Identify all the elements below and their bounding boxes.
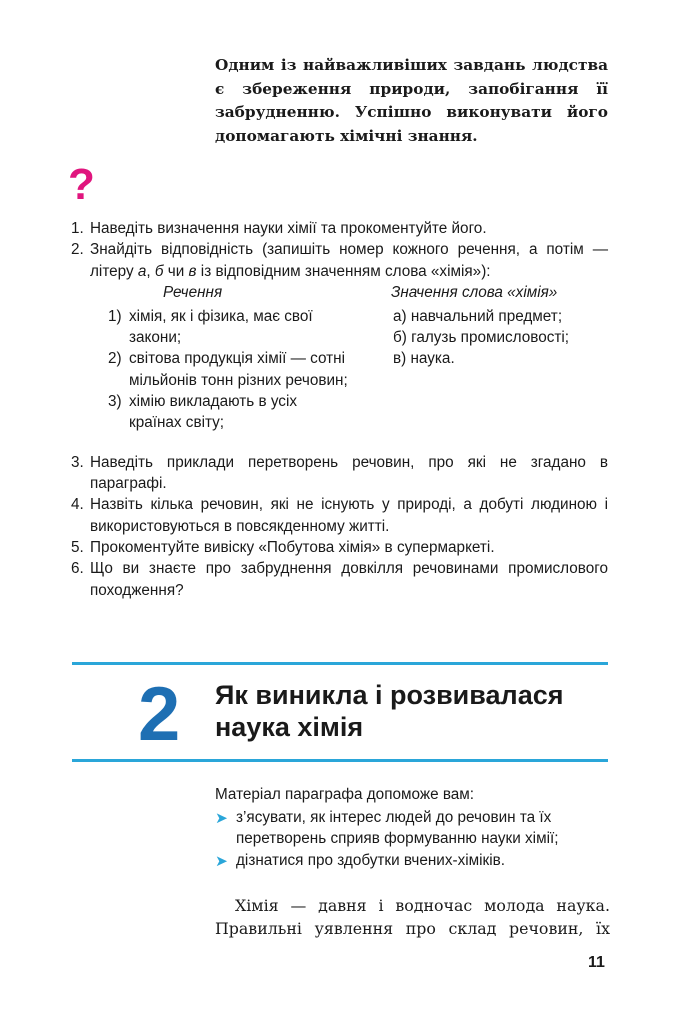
help-heading: Матеріал параграфа допоможе вам: xyxy=(215,786,475,803)
intro-paragraph: Одним із найважливіших завдань людства є збереження природи, запобігання її забрудненню. Успішно виконувати його допомагають хімічні знання. xyxy=(215,56,608,145)
question-number: 5. xyxy=(71,539,84,557)
question-number: 3. xyxy=(71,453,84,471)
question-text: Що ви знаєте про забруднення довкілля речовинами промислового походження? xyxy=(90,560,608,599)
body-paragraph: Хімія — давня і водночас молода наука. Правильні уявлення про склад речовин, їх xyxy=(215,896,610,938)
arrow-icon: ➤ xyxy=(215,852,228,870)
arrow-icon: ➤ xyxy=(215,810,228,827)
meaning-item: б) галузь промисловості; xyxy=(393,329,570,347)
meaning-item: а) навчальний предмет; xyxy=(393,307,563,325)
help-item xyxy=(215,850,610,871)
help-item-text: дізнатися про здобутки вчених-хіміків. xyxy=(236,851,505,869)
sentence-item xyxy=(108,348,348,391)
sentence-text: хімію викладають в усіх країнах світу; xyxy=(129,393,297,432)
sentence-number: 2) xyxy=(108,350,122,368)
letter-b: б xyxy=(154,262,164,280)
sentence-text: світова продукція хімії — сотні мільйонів тонн різних речовин; xyxy=(129,350,348,389)
letter-a: а xyxy=(137,262,147,280)
question-item xyxy=(71,239,608,452)
question-text-part: із відповідним значенням слова «хімія»): xyxy=(196,262,491,280)
sentence-item xyxy=(108,306,348,349)
question-number: 1. xyxy=(71,220,84,237)
section-title-line1: Як виникла і розвивалася xyxy=(215,680,564,710)
question-mark-icon: ? xyxy=(68,160,95,209)
right-column-title: Значення слова «хімія» xyxy=(391,283,558,301)
separator: , xyxy=(146,262,155,280)
help-item-text: з’ясувати, як інтерес людей до речовин та їх перетворень сприяв формуванню науки хімії; xyxy=(236,809,559,848)
section-top-rule xyxy=(72,662,608,665)
sentences-list xyxy=(108,306,348,434)
question-item xyxy=(71,218,608,239)
sentence-item xyxy=(108,391,348,434)
section-bottom-rule xyxy=(72,759,608,762)
page-number: 11 xyxy=(588,954,605,971)
matching-table xyxy=(90,282,608,452)
question-text: Прокоментуйте вивіску «Побутова хімія» в супермаркеті. xyxy=(90,539,495,557)
question-text: Наведіть визначення науки хімії та прокоментуйте його. xyxy=(90,220,487,237)
question-text xyxy=(90,241,608,279)
help-item xyxy=(215,807,610,850)
question-text: Наведіть приклади перетворень речовин, про які не згадано в параграфі. xyxy=(90,453,608,493)
sentence-text: хімія, як і фізика, має свої закони; xyxy=(129,307,313,347)
left-column-title: Речення xyxy=(163,283,223,301)
section-title-line2: наука хімія xyxy=(215,712,364,742)
question-number: 4. xyxy=(71,496,84,514)
sentence-number: 3) xyxy=(108,393,122,411)
sentence-number: 1) xyxy=(108,307,122,325)
separator: чи xyxy=(163,262,189,280)
question-item xyxy=(71,494,608,537)
meaning-item: в) наука. xyxy=(393,350,455,368)
questions-list xyxy=(71,218,608,601)
question-text-part: Знайдіть відповідність (запишіть номер кожного речення, а потім — літеру xyxy=(90,241,608,280)
section-title xyxy=(215,679,615,743)
question-item xyxy=(71,558,608,601)
question-item xyxy=(71,452,608,495)
help-list xyxy=(215,807,610,871)
meanings-list xyxy=(393,306,623,370)
question-number: 6. xyxy=(71,560,84,578)
letter-v: в xyxy=(188,262,197,280)
question-item xyxy=(71,537,608,558)
question-text: Назвіть кілька речовин, які не існують у природі, а добуті людиною і використовуються в повсякденному житті. xyxy=(90,496,608,535)
question-number: 2. xyxy=(71,241,84,259)
section-number: 2 xyxy=(138,672,179,757)
